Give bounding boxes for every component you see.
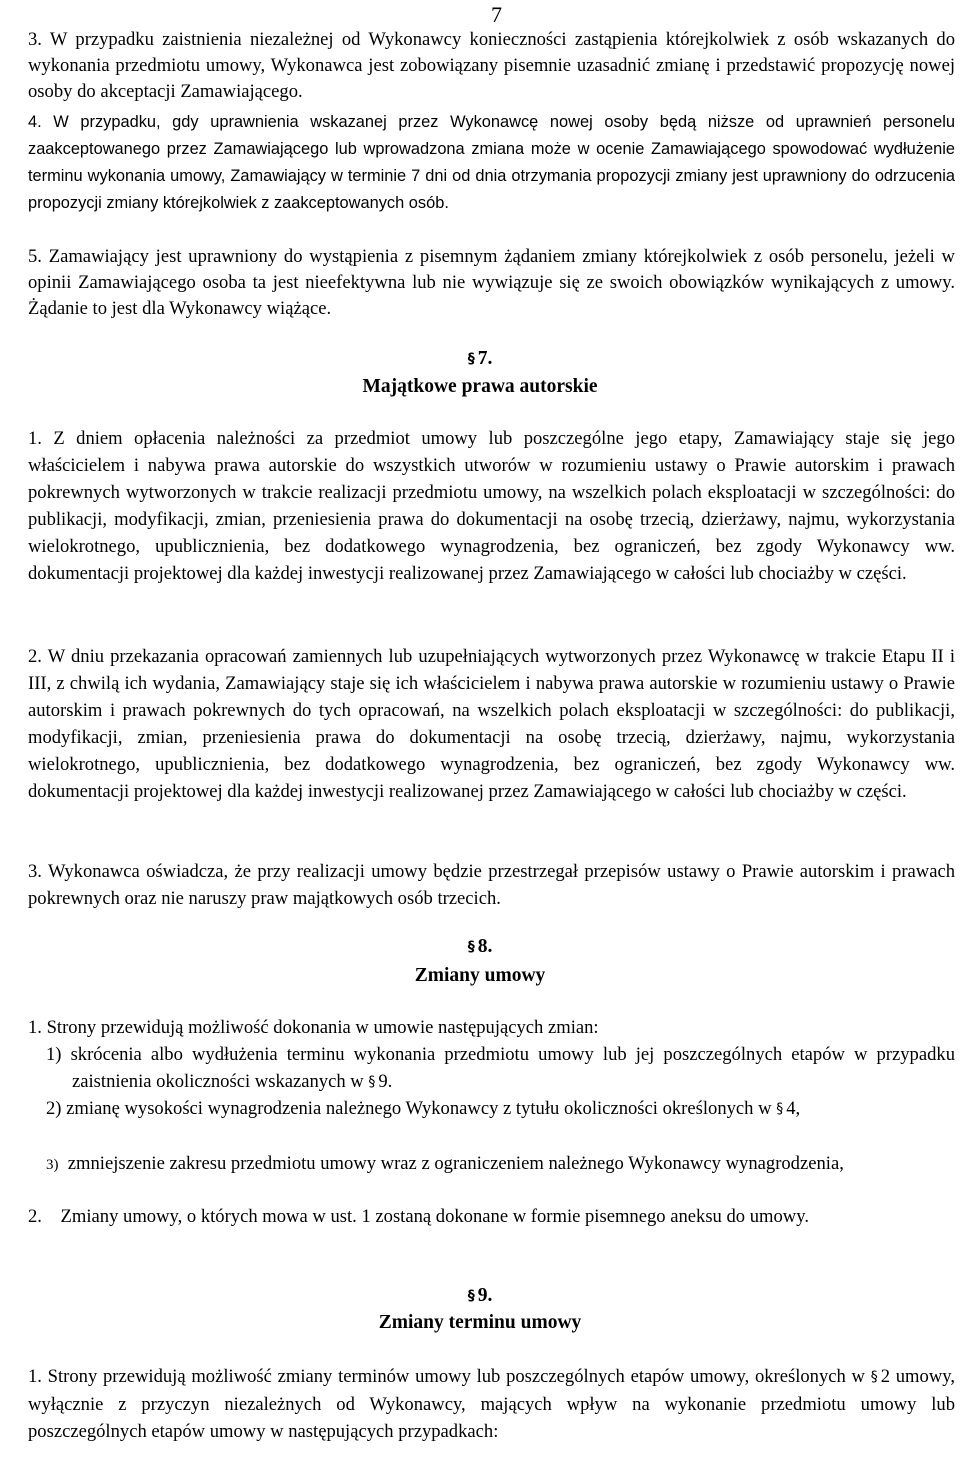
paragraph-s6-3: 3. W przypadku zaistnienia niezależnej od Wykonawcy konieczności zastąpienia którejkolwiek z osób wskazanych do wykonania przedmiotu umowy, Wykonawca jest zobowiązany pisemnie uzasadnić zmianę i przedstawić propozycję nowej osoby do akceptacji Zamawiającego. [28, 29, 955, 102]
paragraph-s8-1: 1. Strony przewidują możliwość dokonania w umowie następujących zmian: [28, 1017, 599, 1038]
paragraph-s7-2: 2. W dniu przekazania opracowań zamiennych lub uzupełniających wytworzonych przez Wykonawcę w trakcie Etapu II i III, z chwilą ich wydania, Zamawiający staje się ich właścicielem i nabywa prawa autorskie w rozumieniu ustawy o Prawie autorskim i prawach pokrewnych do tych opracowań, na wszelkich polach eksploatacji w szczególności: do publikacji, modyfikacji, zmian, przeniesienia prawa do dokumentacji na osobę trzecią, dzierżawy, najmu, wykorzystania wielokrotnego, upublicznienia, bez dodatkowego wynagrodzenia, bez ograniczeń, bez zgody Wykonawcy ww. dokumentacji projektowej dla każdej inwestycji realizowanej przez Zamawiającego w całości lub chociażby w części. [28, 646, 955, 802]
section-9-heading: § 9. [467, 1285, 493, 1306]
section-7-title: Majątkowe prawa autorskie [362, 376, 598, 397]
paragraph-s8-2: 2. Zmiany umowy, o których mowa w ust. 1 zostaną dokonane w formie pisemnego aneksu do umowy. [28, 1206, 809, 1227]
paragraph-s9-1: 1. Strony przewidują możliwość zmiany terminów umowy lub poszczególnych etapów umowy, określonych w § 2 umowy, wyłącznie z przyczyn niezależnych od Wykonawcy, mających wpływ na wykonanie przedmiotu umowy lub poszczególnych etapów umowy w następujących przypadkach: [28, 1366, 955, 1442]
list-item-s8-1-3: 3) zmniejszenie zakresu przedmiotu umowy wraz z ograniczeniem należnego Wykonawcy wynagrodzenia, [46, 1153, 844, 1174]
paragraph-s7-1: 1. Z dniem opłacenia należności za przedmiot umowy lub poszczególne jego etapy, Zamawiający staje się jego właścicielem i nabywa prawa autorskie do wszystkich utworów w rozumieniu ustawy o Prawie autorskim i prawach pokrewnych wytworzonych w trakcie realizacji przedmiotu umowy, na wszelkich polach eksploatacji w szczególności: do publikacji, modyfikacji, zmian, przeniesienia prawa do dokumentacji na osobę trzecią, dzierżawy, najmu, wykorzystania wielokrotnego, upublicznienia, bez dodatkowego wynagrodzenia, bez ograniczeń, bez zgody Wykonawcy ww. dokumentacji projektowej dla każdej inwestycji realizowanej przez Zamawiającego w całości lub chociażby w części. [28, 428, 955, 584]
paragraph-s6-4: 4. W przypadku, gdy uprawnienia wskazanej przez Wykonawcę nowej osoby będą niższe od uprawnień personelu zaakceptowanego przez Zamawiającego lub wprowadzona zmiana może w ocenie Zamawiającego spowodować wydłużenie terminu wykonania umowy, Zamawiający w terminie 7 dni od dnia otrzymania propozycji zmiany jest uprawniony do odrzucenia propozycji zmiany którejkolwiek z zaakceptowanych osób. [28, 113, 955, 212]
paragraph-s6-5: 5. Zamawiający jest uprawniony do wystąpienia z pisemnym żądaniem zmiany którejkolwiek z osób personelu, jeżeli w opinii Zamawiającego osoba ta jest nieefektywna lub nie wywiązuje się ze swoich obowiązków wynikających z umowy. Żądanie to jest dla Wykonawcy wiążące. [28, 246, 955, 319]
paragraph-sign-icon: § [368, 1074, 376, 1090]
paragraph-sign-icon: § [467, 1288, 475, 1304]
list-item-s8-1-2: 2) zmianę wysokości wynagrodzenia należnego Wykonawcy z tytułu okoliczności określonych w § 4, [46, 1098, 801, 1119]
list-item-s8-1-1: 1) skrócenia albo wydłużenia terminu wykonania przedmiotu umowy lub jej poszczególnych etapów w przypadku zaistnienia okoliczności wskazanych w § 9. [46, 1044, 955, 1092]
paragraph-sign-icon: § [776, 1101, 784, 1117]
section-8-heading: § 8. [467, 936, 493, 957]
paragraph-sign-icon: § [467, 351, 475, 367]
page-number: 7 [491, 2, 502, 27]
paragraph-sign-icon: § [870, 1369, 878, 1385]
section-8-title: Zmiany umowy [414, 965, 546, 986]
section-7-heading: § 7. [467, 348, 493, 369]
paragraph-s7-3: 3. Wykonawca oświadcza, że przy realizacji umowy będzie przestrzegał przepisów ustawy o Prawie autorskim i prawach pokrewnych oraz nie naruszy praw majątkowych osób trzecich. [28, 861, 955, 909]
paragraph-sign-icon: § [467, 939, 475, 955]
section-9-title: Zmiany terminu umowy [378, 1312, 582, 1333]
